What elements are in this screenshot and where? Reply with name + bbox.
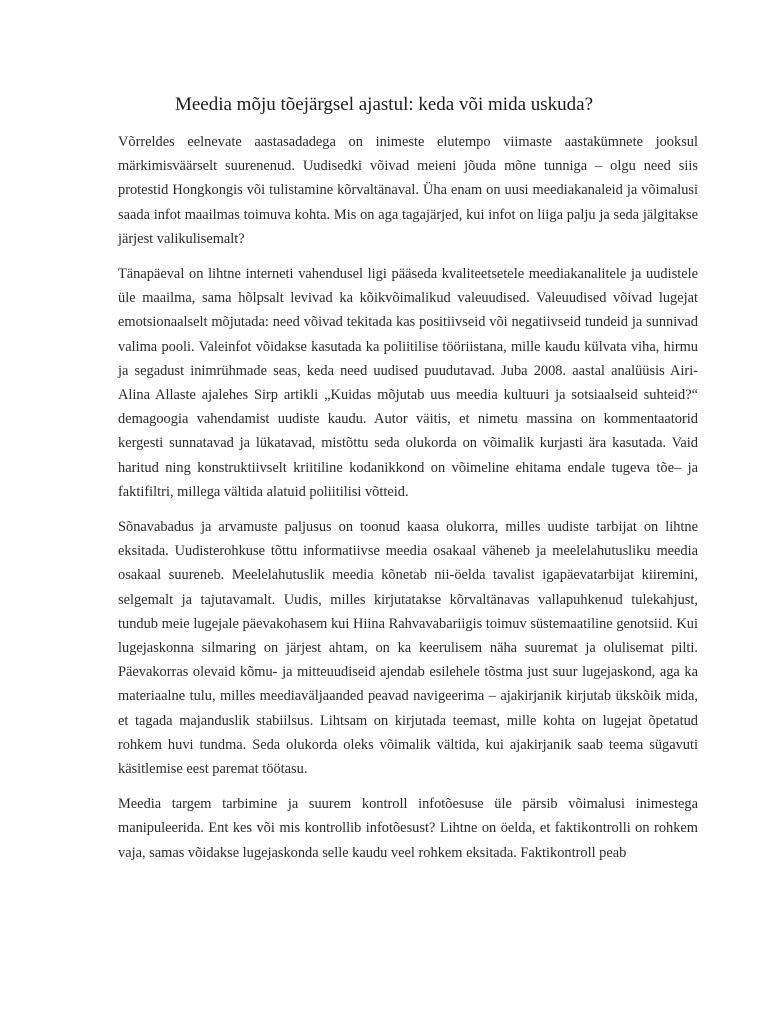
paragraph-3: Sõnavabadus ja arvamuste paljusus on toonud kaasa olukorra, milles uudiste tarbijat on lihtne eksitada. Uudisterohkuse tõttu informatiivse meedia osakaal väheneb ja meelelahutusliku meedia osakaal suureneb. Meelelahutuslik meedia kõnetab nii-öelda tavalist igapäevatarbijat kiiremini, selgemalt ja tajutavamalt. Uudis, milles kirjutatakse kõrvaltänavas vallapuhkenud tulekahjust, tundub meie lugejale päevakohasem kui Hiina Rahvavabariigis toimuv süstemaatiline genotsiid. Kui lugejaskonna silmaring on järjest ahtam, on ka keerulisem näha suuremat ja olulisemat pilti. Päevakorras olevaid kõmu- ja mitteuudiseid ajendab esilehele tõstma just suur lugejaskond, aga ka materiaalne tulu, milles meediaväljaanded peavad navigeerima – ajakirjanik kirjutab ükskõik mida, et tagada majanduslik stabiilsus. Lihtsam on kirjutada teemast, mille kohta on lugejat õpetatud rohkem huvi tundma. Seda olukorda oleks võimalik vältida, kui ajakirjanik saab teema sügavuti käsitlemise eest paremat töötasu. [118,519,698,778]
paragraph-4: Meedia targem tarbimine ja suurem kontroll infotõesuse üle pärsib võimalusi inimestega manipuleerida. Ent kes või mis kontrollib infotõesust? Lihtne on öelda, et faktikontrolli on rohkem vaja, samas võidakse lugejaskonda selle kaudu veel rohkem eksitada. Faktikontroll peab [118,796,698,861]
document-title: Meedia mõju tõejärgsel ajastul: keda või mida uskuda? [174,94,594,115]
paragraph-1: Võrreldes eelnevate aastasadadega on inimeste elutempo viimaste aastakümnete jooksul märkimisväärselt suurenenud. Uudisedki võivad meieni jõuda mõne tunniga – olgu need siis protestid Hongkongis või tulistamine kõrvaltänaval. Üha enam on uusi meediakanaleid ja võimalusi saada infot maailmas toimuva kohta. Mis on aga tagajärjed, kui infot on liiga palju ja seda jälgitakse järjest valikulisemalt? [118,134,698,247]
paragraph-2: Tänapäeval on lihtne interneti vahendusel ligi pääseda kvaliteetsetele meediakanalitele ja uudistele üle maailma, sama hõlpsalt levivad ka kõikvõimalikud valeuudised. Valeuudised võivad lugejat emotsionaalselt mõjutada: need võivad tekitada kas positiivseid või negatiivseid tundeid ja sunnivad valima pooli. Valeinfot võidakse kasutada ka poliitilise tööriistana, mille kaudu külvata viha, hirmu ja segadust inimrühmade seas, keda need uudised puudutavad. Juba 2008. aastal analüüsis Airi-Alina Allaste ajalehes Sirp artikli „Kuidas mõjutab uus meedia kultuuri ja sotsiaalseid suhteid?“ demagoogia vahendamist uudiste kaudu. Autor väitis, et nimetu massina on kommentaatorid kergesti sunnatavad ja lükatavad, mistõttu seda olukorda on võimalik kurjasti ära kasutada. Vaid haritud ning konstruktiivselt kriitiline kodanikkond on võimeline ehitama endale tugeva tõe– ja faktifiltri, millega vältida alatuid poliitilisi võtteid. [118,266,698,500]
document-body [118,130,698,876]
